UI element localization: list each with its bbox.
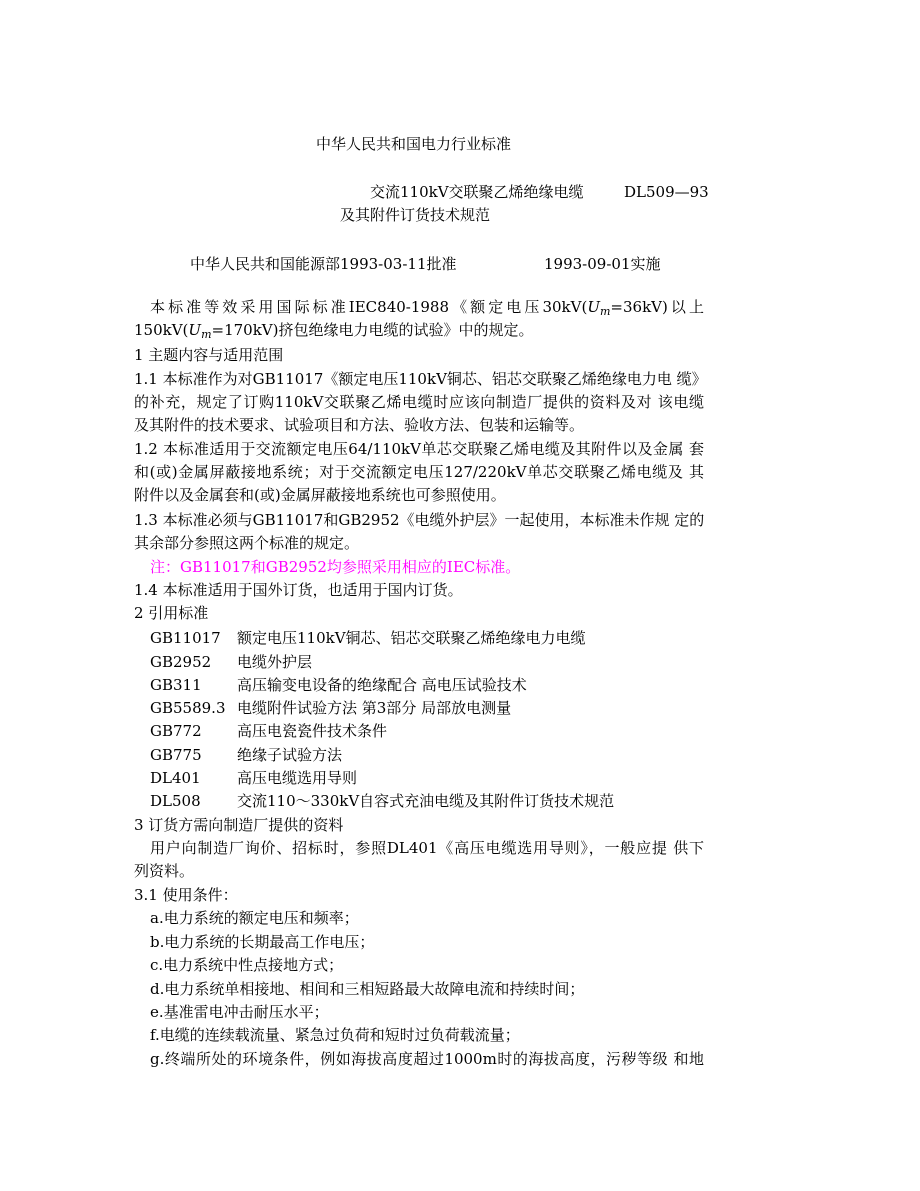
standard-title-line1: 交流110kV交联聚乙烯绝缘电缆 xyxy=(370,183,584,201)
um-subscript: m xyxy=(599,305,611,318)
list-item: b.电力系统的长期最高工作电压； xyxy=(150,933,375,951)
list-item: e.基准雷电冲击耐压水平； xyxy=(150,1003,329,1021)
reference-code: GB775 xyxy=(150,746,202,764)
para-1-4: 1.4 本标准适用于国外订货，也适用于国内订货。 xyxy=(134,581,463,599)
list-item: f.电缆的连续载流量、紧急过负荷和短时过负荷载流量； xyxy=(150,1026,520,1044)
para-1-1-line-1: 1.1 本标准作为对GB11017《额定电压110kV铜芯、铝芯交联聚乙烯绝缘电力电 缆》 xyxy=(134,370,707,388)
list-item: c.电力系统中性点接地方式； xyxy=(150,956,344,974)
reference-title: 高压电缆选用导则 xyxy=(237,769,358,787)
section-3-heading: 3 订货方需向制造厂提供的资料 xyxy=(134,816,344,834)
effective-date: 1993-09-01实施 xyxy=(544,255,661,273)
para-1-1-line-2: 的补充，规定了订购110kV交联聚乙烯电缆时应该向制造厂提供的资料及对 该电缆 xyxy=(134,393,704,411)
subsection-3-1-heading: 3.1 使用条件： xyxy=(134,886,238,904)
standard-org: 中华人民共和国电力行业标准 xyxy=(316,135,512,153)
reference-code: GB311 xyxy=(150,676,202,694)
intro-text-b: =36kV)以上 xyxy=(610,298,704,316)
reference-title: 电缆附件试验方法 第3部分 局部放电测量 xyxy=(237,699,512,717)
um-symbol-2: U xyxy=(188,321,202,339)
para-1-2-line-1: 1.2 本标准适用于交流额定电压64/110kV单芯交联聚乙烯电缆及其附件以及金属 套 xyxy=(134,440,704,458)
reference-code: DL508 xyxy=(150,792,201,810)
intro-text-d: =170kV)挤包绝缘电力电缆的试验》中的规定。 xyxy=(211,321,534,339)
reference-title: 绝缘子试验方法 xyxy=(237,746,343,764)
reference-title: 额定电压110kV铜芯、铝芯交联聚乙烯绝缘电力电缆 xyxy=(237,629,586,647)
reference-title: 电缆外护层 xyxy=(237,653,313,671)
para-3-line-1: 用户向制造厂询价、招标时，参照DL401《高压电缆选用导则》，一般应提 供下 xyxy=(150,839,704,857)
reference-code: GB772 xyxy=(150,722,202,740)
section-2-heading: 2 引用标准 xyxy=(134,604,209,622)
approval-date: 中华人民共和国能源部1993-03-11批准 xyxy=(190,255,457,273)
reference-title: 交流110～330kV自容式充油电缆及其附件订货技术规范 xyxy=(237,792,615,810)
note-iec: 注：GB11017和GB2952均参照采用相应的IEC标准。 xyxy=(150,558,521,576)
reference-title: 高压输变电设备的绝缘配合 高电压试验技术 xyxy=(237,676,527,694)
reference-code: DL401 xyxy=(150,769,201,787)
um-subscript-2: m xyxy=(201,328,212,341)
um-symbol: U xyxy=(587,298,600,316)
reference-title: 高压电瓷瓷件技术条件 xyxy=(237,722,388,740)
para-1-3-line-1: 1.3 本标准必须与GB11017和GB2952《电缆外护层》一起使用，本标准未作规 定的 xyxy=(134,511,705,529)
para-1-2-line-3: 附件以及金属套和(或)金属屏蔽接地系统也可参照使用。 xyxy=(134,486,506,504)
intro-text-c: 150kV( xyxy=(134,321,189,339)
para-1-3-line-2: 其余部分参照这两个标准的规定。 xyxy=(134,534,360,552)
reference-code: GB5589.3 xyxy=(150,699,226,717)
para-1-1-line-3: 及其附件的技术要求、试验项目和方法、验收方法、包装和运输等。 xyxy=(134,416,585,434)
reference-code: GB2952 xyxy=(150,653,212,671)
list-item: g.终端所处的环境条件，例如海拔高度超过1000m时的海拔高度，污秽等级 和地 xyxy=(150,1050,704,1068)
intro-text-a: 本标准等效采用国际标准IEC840-1988《额定电压30kV( xyxy=(150,298,588,316)
standard-code: DL509—93 xyxy=(624,183,709,201)
reference-code: GB11017 xyxy=(150,629,221,647)
para-1-2-line-2: 和(或)金属屏蔽接地系统；对于交流额定电压127/220kV单芯交联聚乙烯电缆及 其 xyxy=(134,463,704,481)
list-item: d.电力系统单相接地、相间和三相短路最大故障电流和持续时间； xyxy=(150,980,585,998)
standard-title-line2: 及其附件订货技术规范 xyxy=(340,206,491,224)
para-3-line-2: 列资料。 xyxy=(134,862,195,880)
intro-line-2 xyxy=(134,319,533,346)
section-1-heading: 1 主题内容与适用范围 xyxy=(134,346,284,364)
list-item: a.电力系统的额定电压和频率； xyxy=(150,909,359,927)
